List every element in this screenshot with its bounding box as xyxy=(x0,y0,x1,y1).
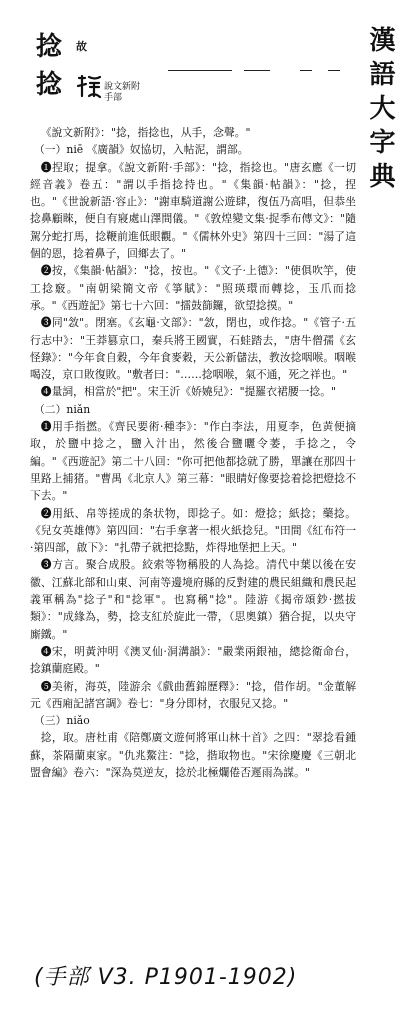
paragraph: ❺美術，海英，陸游余《戲曲舊錦歷釋》："捻，借作胡。"金董解元《西廂記諸宮調》卷七："身分即材，衣服兒又捻。" xyxy=(30,679,356,710)
sense-heading: （二）niǎn xyxy=(34,402,91,416)
blank-line xyxy=(168,70,232,71)
paragraph: ❷用紙、帛等搓成的条状物，即捻子。如：燈捻；紙捻；藥捻。《兒女英雄傳》第四回："右手拿著一根火紙捻兒。"田間《紅布符一·第四部，啟下》："扎帶子就把捻點，炸得地堡把上天。" xyxy=(30,506,356,555)
blank-line xyxy=(244,70,270,71)
blank-line xyxy=(328,70,340,71)
source-note-line: 手部 xyxy=(104,93,123,103)
source-note xyxy=(104,82,140,104)
blank-line xyxy=(300,70,312,71)
entry-body xyxy=(30,124,356,781)
sense-heading: （一）niē 《廣韻》奴協切，入帖泥，謂部。 xyxy=(34,143,249,157)
paragraph: 《說文新附》："捻，指捻也，从手，念聲。" xyxy=(40,126,251,139)
seal-script-glyph xyxy=(76,74,102,100)
headword: 捻 xyxy=(36,32,63,62)
headword-reading: 故 xyxy=(76,40,87,53)
paragraph: ❸同"敜"。閉塞。《玄龜·文部》："敜，閉也，或作捻。"《管子·五行志中》："王莽篡京口，秦兵將王國實，石蛙踏去，"唐牛僧孺《玄怪錄》："今年食自穀，今年食麥穀，天公新儲法，教汝捻咽喉。咽喉喝沒，京口敗復敗。"敷者曰："……捻咽喉，氣不通，死之祥也。" xyxy=(30,316,356,382)
handwritten-reference: (手部 V3. P1901-1902) xyxy=(34,965,298,990)
paragraph: ❹宋，明黃沖明《澳叉仙·洞溝韻》："嚴業兩銀袖，總捻衛命台，捻鎮蘭庭殿。" xyxy=(30,644,356,676)
paragraph: 捻，取。唐杜甫《陪鄭廣文遊何將軍山林十首》之四："翠捻看鍾蘇，茶隔蘭東家。"仇兆鰲注："捻，揩取物也。"宋徐慶慶《三朝北盟會編》卷六："深為莫逆友，捻於北極爛倦否遲雨為謀。" xyxy=(30,731,356,779)
source-note-line: 說文新附 xyxy=(104,82,141,92)
headword-variant: 捻 xyxy=(36,70,63,100)
paragraph: ❷按，《集韻·帖韻》："捻，按也。"《文子·上德》："使俱吹竽，使工捻竅。"南朝梁簡文帝《箏賦》："照瑛環而轉捻，玉爪而捻承。"《西遊記》第七十六回："擂鼓篩鑼，欲望捻摸。" xyxy=(30,264,356,312)
paragraph: ❶捏取；提拿。《說文新附·手部》："捻，指捻也。"唐玄應《一切經音義》卷五："謂以手指捻持也。"《集韻·帖韻》："捻，捏也。"《世說新語·容止》："謝車騎道謝公遊肆，復伍乃高唱，但恭坐捻鼻顧睞，便自有寢處山澤間儀。"《敦煌變文集·捉季布傳文》："隨駕分蛇打馬，捻鞭前進低眼觀。"《儒林外史》第四十三回："湯了這個的恩，捻着鼻子，回鄉去了。" xyxy=(30,160,356,261)
sense-heading: （三）niǎo xyxy=(34,714,90,728)
dictionary-title: 漢語大字典 xyxy=(365,26,395,196)
paragraph: ❸方言。聚合成股。絞索等物稱股的人為捻。清代中葉以後在安徽、江蘇北部和山東、河南等邊境府縣的反對建的農民組織和農民起義軍稱為"捻子"和"捻軍"。也寫稱"捻"。陸游《揭帝頌鈔·撚拔類》："成緣為，勢，捻支紅於旋此一帶，（思奧鎮）猶合捉，以央守廝鐵。" xyxy=(30,558,356,641)
paragraph: ❹量詞，相當於"把"。宋王沂《娇嬈兒》："提羅衣裙腰一捻。" xyxy=(40,385,336,399)
paragraph: ❶用手指撚。《齊民要術·種李》："作白李法，用夏李，色黄便摘取，於鹽中捻之，鹽入汁出，然後合鹽曬令萎，手捻之，令編。"《西遊記》第二十八回："你可把他都捻就了勝，單讓在那四十里路上捕猪。"曹禺《北京人》第三幕："眼睛好像要捻着捻把燈捻不下去。" xyxy=(30,420,356,503)
